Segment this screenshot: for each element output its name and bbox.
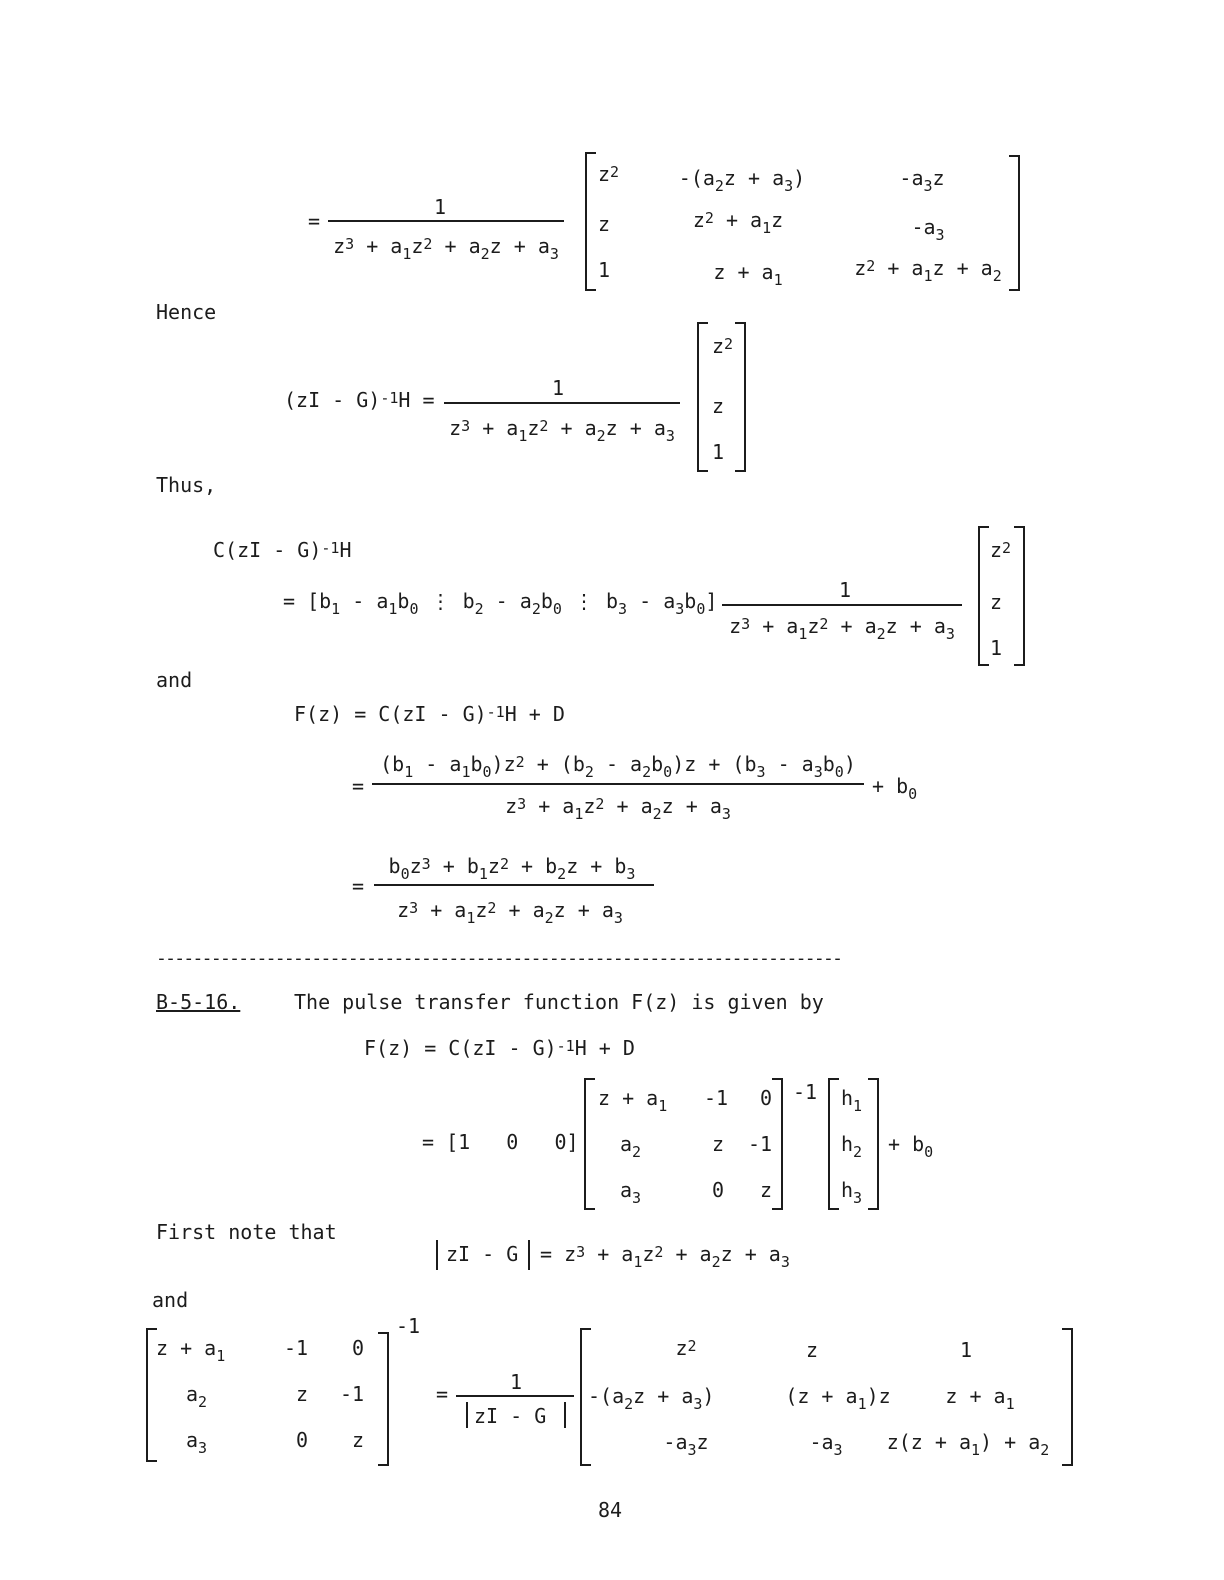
vector-cell: 1	[712, 440, 725, 464]
problem-id: B-5-16.	[156, 990, 241, 1014]
fraction-denominator: $z^3 + a_1z^2 + a_2z + a_3$	[333, 234, 559, 263]
equation-lhs: C(zI - G)$^{-1}$H	[213, 538, 352, 562]
vector-cell: $h_1$	[841, 1086, 863, 1115]
determinant-bar-right	[564, 1402, 566, 1428]
equation-lhs: (zI - G)$^{-1}$H =	[284, 388, 435, 412]
inverse-exponent: -1	[793, 1080, 818, 1104]
eq-sign: =	[308, 209, 321, 233]
matrix-cell: z	[598, 212, 611, 236]
equation-term: + $b_0$	[888, 1132, 934, 1161]
matrix-cell: $z + a_1$	[598, 1086, 668, 1115]
matrix-cell: $z(z + a_1) + a_2$	[886, 1430, 1050, 1459]
fraction-bar	[722, 604, 962, 606]
equation-term: + $b_0$	[872, 774, 918, 803]
matrix-cell: $z^2 + a_1z$	[692, 208, 784, 237]
fraction-numerator: $b_0z^3 + b_1z^2 + b_2z + b_3$	[388, 854, 636, 883]
fraction-bar	[444, 402, 680, 404]
vector-right-bracket	[735, 322, 746, 472]
vector-cell: 1	[990, 636, 1003, 660]
eq-sign: =	[436, 1382, 449, 1406]
matrix-cell: z	[352, 1428, 365, 1452]
determinant-body: zI - G	[474, 1404, 547, 1428]
matrix-cell: 0	[296, 1428, 309, 1452]
eq-sign: =	[352, 774, 365, 798]
fraction-denominator: $z^3 + a_1z^2 + a_2z + a_3$	[729, 614, 955, 643]
fraction-denominator: $z^3 + a_1z^2 + a_2z + a_3$	[449, 416, 675, 445]
matrix-cell: 0	[352, 1336, 365, 1360]
fraction-numerator: 1	[509, 1370, 523, 1394]
matrix-cell: -1	[340, 1382, 365, 1406]
vector-right-bracket	[868, 1078, 879, 1210]
matrix-cell: $a_3$	[620, 1178, 642, 1207]
matrix-cell: $(z + a_1)z$	[785, 1384, 891, 1413]
determinant-bar-right	[528, 1240, 530, 1270]
matrix-cell: 0	[760, 1086, 773, 1110]
matrix-cell: $z + a_1$	[945, 1384, 1015, 1413]
matrix-cell: $a_2$	[620, 1132, 642, 1161]
fraction-denominator: $z^3 + a_1z^2 + a_2z + a_3$	[505, 794, 731, 823]
inverse-exponent: -1	[396, 1314, 421, 1338]
matrix-cell: z	[712, 1132, 725, 1156]
separator-line: ---------------------------------------------------------------------------	[156, 950, 842, 968]
row-vector: = [1 0 0]	[422, 1130, 579, 1154]
vector-right-bracket	[1014, 526, 1025, 666]
vector-cell: $h_2$	[841, 1132, 863, 1161]
vector-cell: $z^2$	[712, 334, 734, 358]
eq-sign: =	[352, 874, 365, 898]
matrix-cell: $a_2$	[186, 1382, 208, 1411]
matrix-cell: 1	[959, 1338, 973, 1362]
page-number: 84	[597, 1498, 623, 1522]
matrix-cell: z	[760, 1178, 773, 1202]
vector-left-bracket	[697, 322, 708, 472]
determinant-body: zI - G	[446, 1242, 519, 1266]
fraction-numerator: $(b_1 - a_1b_0)z^2 + (b_2 - a_2b_0)z + (b_3 - a_3b_0)$	[380, 752, 856, 781]
matrix-cell: 1	[598, 258, 611, 282]
label-and: and	[152, 1288, 189, 1312]
matrix-cell: $-a_3z$	[663, 1430, 709, 1459]
matrix-cell: -1	[704, 1086, 729, 1110]
problem-statement: The pulse transfer function F(z) is given by	[294, 990, 824, 1014]
fraction-bar	[372, 783, 864, 785]
vector-cell: z	[712, 394, 725, 418]
equation-rhs: = $z^3 + a_1z^2 + a_2z + a_3$	[540, 1242, 790, 1271]
equation-line: F(z) = C(zI - G)$^{-1}$H + D	[364, 1036, 635, 1060]
matrix-left-bracket	[585, 152, 596, 291]
fraction-bar	[374, 884, 654, 886]
matrix-right-bracket	[1009, 155, 1020, 291]
fraction-bar	[328, 220, 564, 222]
determinant-bar-left	[466, 1402, 468, 1428]
vector-cell: z	[990, 590, 1003, 614]
matrix-cell: $z^2 + a_1z + a_2$	[854, 256, 1002, 285]
matrix-cell: $z^2$	[598, 162, 620, 186]
label-first-note: First note that	[156, 1220, 337, 1244]
label-thus: Thus,	[156, 473, 217, 497]
fraction-numerator: 1	[838, 578, 852, 602]
matrix-left-bracket	[584, 1078, 595, 1210]
matrix-cell: $z + a_1$	[713, 260, 783, 289]
matrix-cell: $z + a_1$	[156, 1336, 226, 1365]
matrix-cell: $-(a_2z + a_3)$	[588, 1384, 715, 1413]
matrix-cell: $a_3$	[186, 1428, 208, 1457]
equation-line: F(z) = C(zI - G)$^{-1}$H + D	[294, 702, 565, 726]
matrix-cell: $-a_3$	[911, 215, 945, 244]
matrix-cell: $-a_3z$	[899, 166, 945, 195]
fraction-bar	[456, 1395, 574, 1397]
label-hence: Hence	[156, 300, 217, 324]
vector-cell: $h_3$	[841, 1178, 863, 1207]
determinant-bar-left	[436, 1240, 438, 1270]
fraction-numerator: 1	[551, 376, 565, 400]
label-and: and	[156, 668, 193, 692]
matrix-cell: -1	[284, 1336, 309, 1360]
matrix-right-bracket	[772, 1078, 783, 1210]
matrix-right-bracket	[378, 1332, 389, 1466]
row-vector: = [$b_1 - a_1b_0$ ⋮ $b_2 - a_2b_0$ ⋮ $b_3 - a_3b_0$]	[283, 589, 718, 618]
matrix-right-bracket	[1062, 1328, 1073, 1466]
matrix-cell: -1	[748, 1132, 773, 1156]
matrix-cell: $-a_3$	[809, 1430, 843, 1459]
matrix-cell: z	[805, 1338, 819, 1362]
vector-cell: $z^2$	[990, 538, 1012, 562]
matrix-cell: $z^2$	[675, 1336, 697, 1360]
matrix-cell: $-(a_2z + a_3)$	[678, 166, 806, 195]
vector-left-bracket	[828, 1078, 839, 1210]
fraction-numerator: 1	[433, 195, 447, 219]
matrix-cell: z	[296, 1382, 309, 1406]
fraction-denominator: $z^3 + a_1z^2 + a_2z + a_3$	[397, 898, 623, 927]
matrix-cell: 0	[712, 1178, 725, 1202]
vector-left-bracket	[978, 526, 989, 666]
